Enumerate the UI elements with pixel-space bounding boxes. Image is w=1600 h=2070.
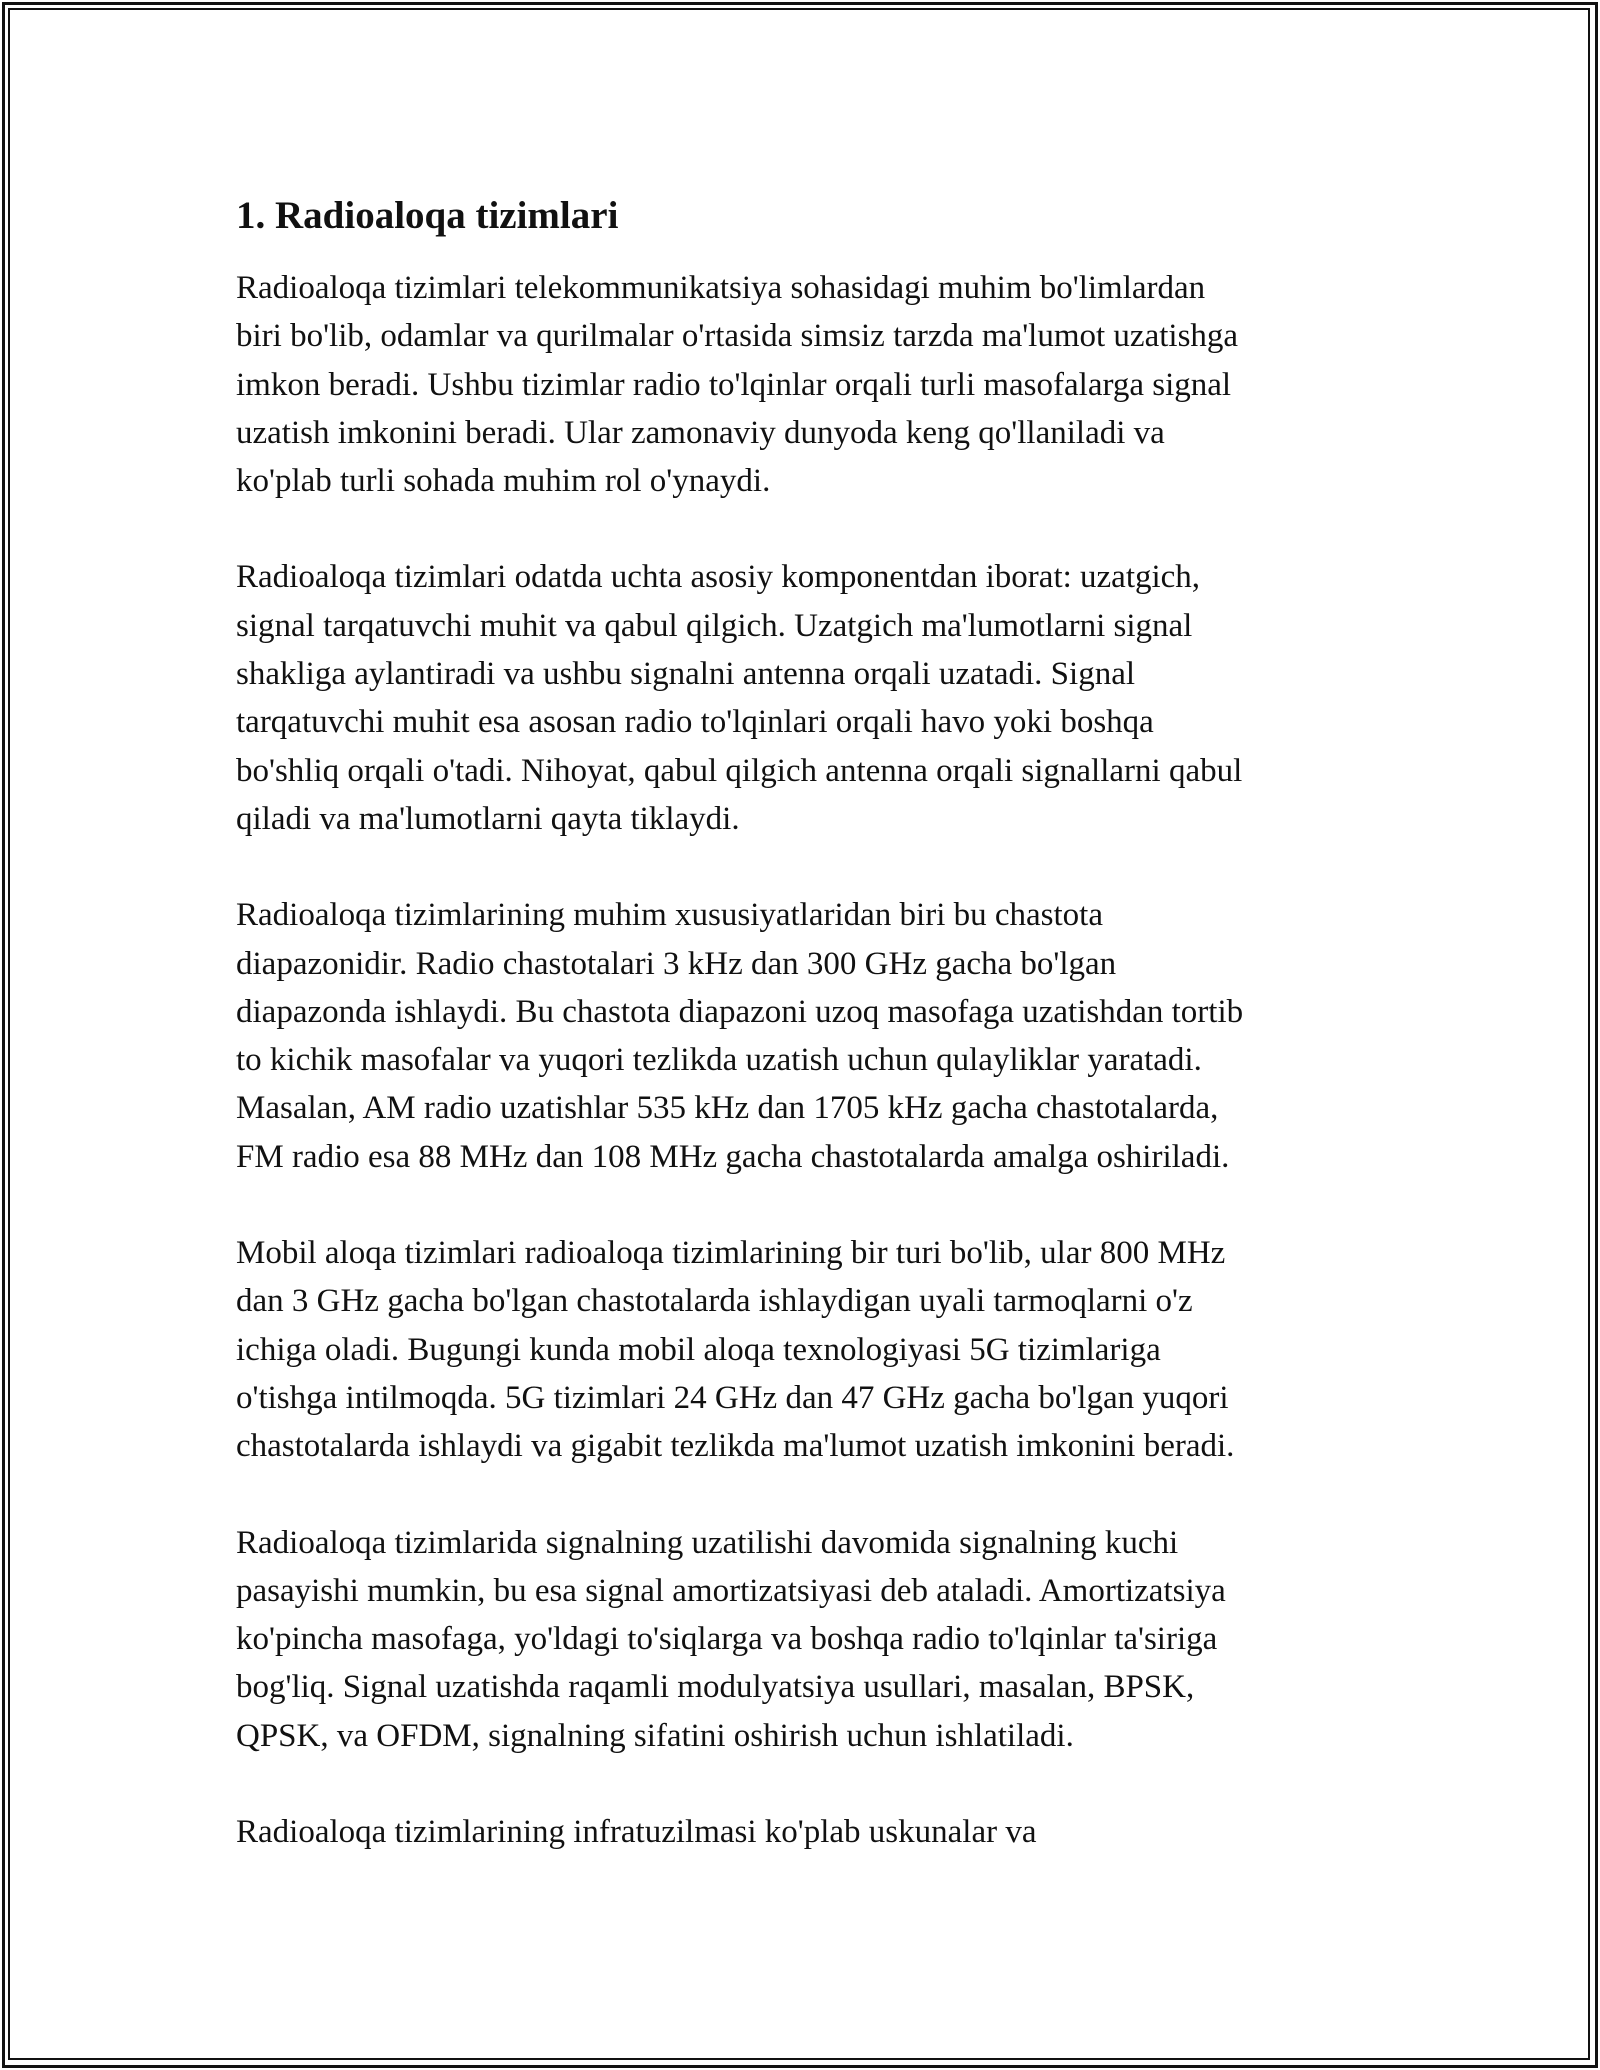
paragraph-mobile [236,1229,1376,1470]
paragraph-components [236,553,1376,843]
paragraph-infrastructure [236,1808,1376,1856]
text-line: FM radio esa 88 MHz dan 108 MHz gacha chastotalarda amalga oshiriladi. [236,1138,1230,1175]
text-line: diapazonidir. Radio chastotalari 3 kHz dan 300 GHz gacha bo'lgan [236,945,1117,982]
text-line: to kichik masofalar va yuqori tezlikda uzatish uchun qulayliklar yaratadi. [236,1042,1202,1079]
text-line: Radioaloqa tizimlari odatda uchta asosiy komponentdan iborat: uzatgich, [236,559,1201,596]
text-line: imkon beradi. Ushbu tizimlar radio to'lqinlar orqali turli masofalarga signal [236,366,1232,403]
paragraph-frequency [236,891,1376,1181]
text-line: Masalan, AM radio uzatishlar 535 kHz dan 1705 kHz gacha chastotalarda, [236,1090,1219,1127]
text-line: ichiga oladi. Bugungi kunda mobil aloqa texnologiyasi 5G tizimlariga [236,1331,1161,1368]
text-line: diapazonda ishlaydi. Bu chastota diapazoni uzoq masofaga uzatishdan tortib [236,993,1244,1030]
text-line: Mobil aloqa tizimlari radioaloqa tizimlarining bir turi bo'lib, ular 800 MHz [236,1235,1226,1272]
text-line: dan 3 GHz gacha bo'lgan chastotalarda ishlaydigan uyali tarmoqlarni o'z [236,1283,1193,1320]
text-line: Radioaloqa tizimlarining muhim xususiyatlaridan biri bu chastota [236,897,1103,934]
text-line: bo'shliq orqali o'tadi. Nihoyat, qabul qilgich antenna orqali signallarni qabul [236,752,1243,789]
text-line: o'tishga intilmoqda. 5G tizimlari 24 GHz dan 47 GHz gacha bo'lgan yuqori [236,1379,1229,1416]
paragraph-intro [236,264,1376,505]
text-line: Radioaloqa tizimlarida signalning uzatilishi davomida signalning kuchi [236,1524,1179,1561]
text-line: uzatish imkonini beradi. Ular zamonaviy dunyoda keng qo'llaniladi va [236,414,1165,451]
text-line: signal tarqatuvchi muhit va qabul qilgich. Uzatgich ma'lumotlarni signal [236,607,1193,644]
section-heading: 1. Radioaloqa tizimlari [236,194,619,237]
text-line: ko'pincha masofaga, yo'ldagi to'siqlarga va boshqa radio to'lqinlar ta'siriga [236,1621,1218,1658]
text-line: bog'liq. Signal uzatishda raqamli modulyatsiya usullari, masalan, BPSK, [236,1669,1195,1706]
text-line: qiladi va ma'lumotlarni qayta tiklaydi. [236,800,740,837]
paragraph-attenuation [236,1519,1376,1760]
text-line: shakliga aylantiradi va ushbu signalni antenna orqali uzatadi. Signal [236,656,1136,693]
text-line: Radioaloqa tizimlari telekommunikatsiya sohasidagi muhim bo'limlardan [236,270,1206,306]
text-line: chastotalarda ishlaydi va gigabit tezlikda ma'lumot uzatish imkonini beradi. [236,1428,1235,1465]
text-line: biri bo'lib, odamlar va qurilmalar o'rtasida simsiz tarzda ma'lumot uzatishga [236,318,1239,355]
document-body [236,190,1376,1904]
text-line: QPSK, va OFDM, signalning sifatini oshirish uchun ishlatiladi. [236,1717,1074,1754]
text-line: ko'plab turli sohada muhim rol o'ynaydi. [236,463,771,500]
text-line: tarqatuvchi muhit esa asosan radio to'lqinlari orqali havo yoki boshqa [236,704,1154,741]
text-line: Radioaloqa tizimlarining infratuzilmasi ko'plab uskunalar va [236,1814,1037,1851]
text-line: pasayishi mumkin, bu esa signal amortizatsiyasi deb ataladi. Amortizatsiya [236,1572,1226,1609]
